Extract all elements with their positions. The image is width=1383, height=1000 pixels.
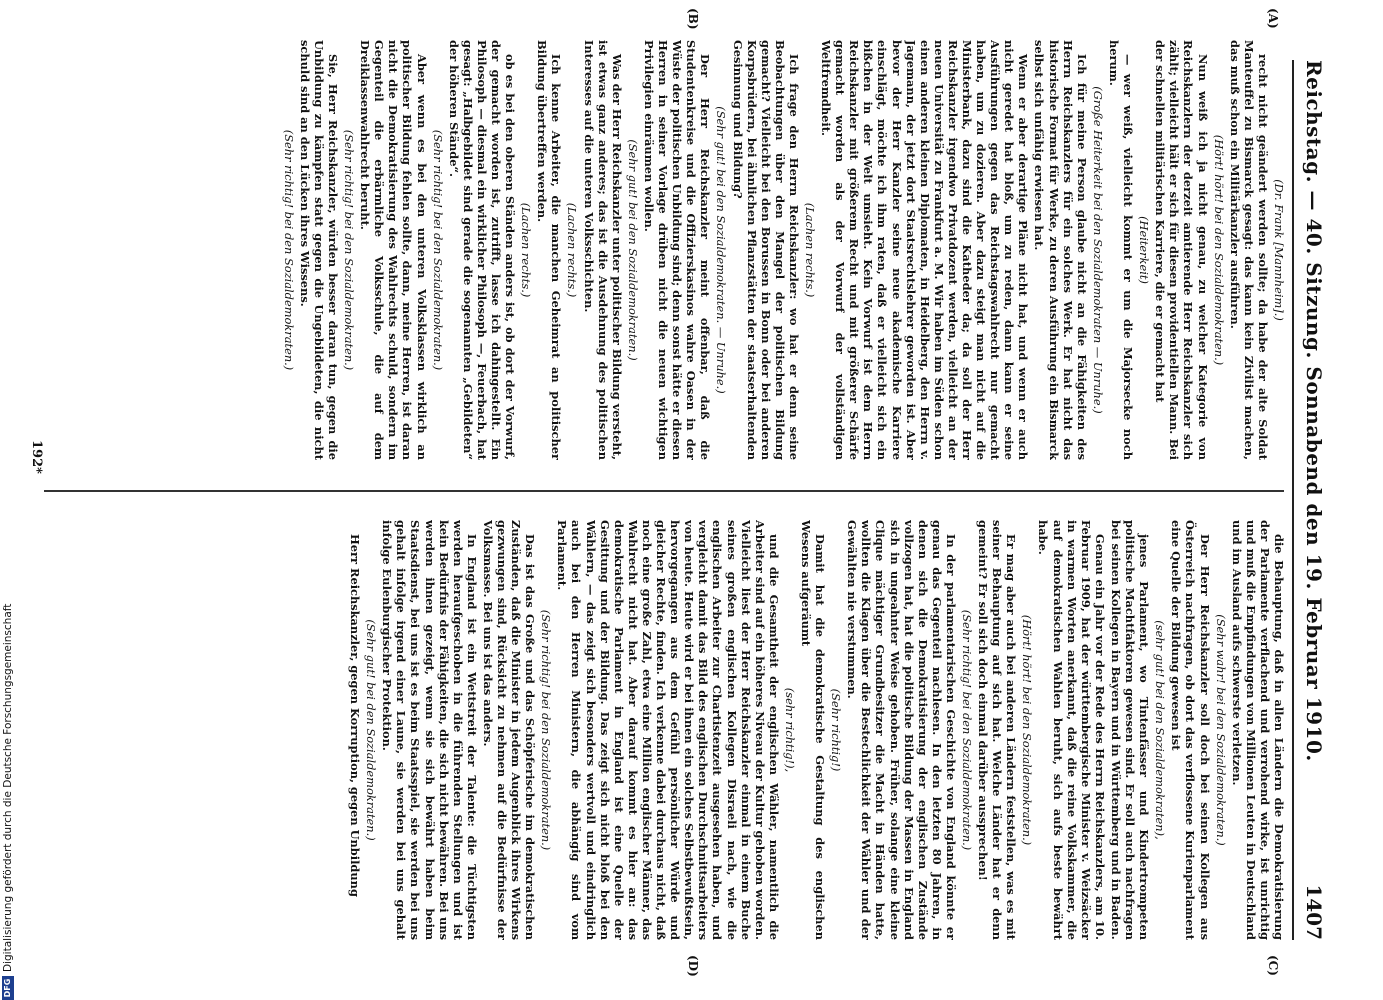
right-text-column	[46, 520, 1286, 940]
right-column-paragraph: In der parlamentarischen Geschichte von England könnte er genau das Gegenteil nachlesen. In den letzten 80 Jahren, in denen sich die Demokratisierung der englischen Zustände vollzogen hat, hat die politische Bildung der Massen in England sich in ungeahnter Weise gehoben. Früher, solange eine kleine Clique mächtiger Grundbesitzer die Macht in Händen hatte, wollten die Klagen über die Bestechlichkeit der Wähler und der Gewählten nie verstummen.	[845, 520, 958, 940]
left-column-paragraph: (Sehr richtig! bei den Sozialdemokraten.)	[281, 129, 296, 371]
right-column-paragraph: Der Herr Reichskanzler soll doch bei seinen Kollegen aus Österreich nachfragen, ob dort das verflossene Kurienparlament eine Quelle der Bildung gewesen ist	[1169, 520, 1212, 940]
left-column-paragraph: (Sehr richtig! bei den Sozialdemokraten.)	[342, 129, 357, 371]
printer-signature: 192*	[29, 440, 44, 474]
right-column-paragraph: (Sehr richtig! bei den Sozialdemokraten.)	[960, 609, 975, 851]
right-column-paragraph: (Sehr wahr! bei den Sozialdemokraten.)	[1213, 614, 1228, 846]
left-column-paragraph: Ich kenne Arbeiter, die manchen Geheimrat an politischer Bildung übertreffen werden.	[535, 40, 564, 460]
left-column-paragraph: (Große Heiterkeit bei den Sozialdemokraten — Unruhe.)	[1090, 86, 1105, 414]
right-column-paragraph: jenes Parlament, wo Tintenfässer und Kindertrompeten politische Machtfaktoren gewesen sind. Er soll auch nachfragen bei seinen Kollegen in Bayern und in Württemberg und in Baden.	[1108, 520, 1152, 940]
left-column-paragraph: (Sehr gut! bei den Sozialdemokraten. — Unruhe.)	[714, 106, 729, 394]
funding-note-text: Digitalisierung gefördert durch die Deutsche Forschungsgemeinschaft	[2, 603, 14, 972]
right-column-paragraph: Genau ein Jahr vor der Rede des Herrn Reichskanzlers, am 10. Februar 1909, hat der württembergische Minister v. Weizsäcker in warmen Worten anerkannt, daß die reine Volkskammer, die auf demokratischen Wahlen beruht, sich aufs beste bewährt habe.	[1036, 520, 1107, 940]
margin-marker-c: (C)	[1266, 955, 1280, 976]
left-column-paragraph: Nun weiß ich ja nicht genau, zu welcher Kategorie von Reichskanzlern der derzeit amtierende Herr Reichskanzler sich zählt; vielleicht hält er sich für diesen providentiellen Mann. Bei der schnellen militärischen Karriere, die er gemacht hat	[1153, 40, 1210, 460]
left-column-paragraph: Wenn er aber derartige Pläne nicht hat, und wenn er auch nicht geredet hat bloß, um zu reden, dann kann er seine Ausführungen gegen das Reichstagswahlrecht nur gemacht haben, um zu dozieren. Aber dazu steigt man nicht auf die Ministerbank, dazu sind die Katheder da; da soll der Herr Reichskanzler irgendwo Privatdozent werden, vielleicht an der neuen Universität zu Frankfurt a. M. Wir haben im Süden schon einen anderen kleinen Diplomaten, in Heidelberg, den Herrn v. Jagemann, der jetzt dort Staatsrechtslehrer geworden ist. Aber bevor der Herr Kanzler seine neue akademische Karriere einschlägt, möchte ich ihm raten, daß er vielleicht sich ein bißchen in der Welt umsieht. Kein Vorwurf ist dem Herrn Reichskanzler mit größerem Recht und mit größerer Schärfe gemacht worden als der Vorwurf der vollständigen Weltfremdheit.	[819, 40, 1031, 460]
right-column-paragraph: (Hört! hört! bei den Sozialdemokraten.)	[1020, 614, 1035, 846]
right-column-paragraph: (sehr gut! bei den Sozialdemokraten),	[1153, 620, 1168, 840]
left-column-paragraph: (Lachen rechts.)	[803, 202, 817, 298]
left-column-paragraph: (Lachen rechts.)	[519, 202, 534, 298]
left-column-paragraph: Ich frage den Herrn Reichskanzler: wo hat er denn seine Beobachtungen über den Mangel der politischen Bildung gemacht? Vielleicht bei den Borussen in Bonn oder bei anderen Korpsbrüdern, bei ähnlichen Pflanzstätten der staatserhaltenden Gesinnung und Bildung?	[730, 40, 801, 460]
column-divider	[44, 490, 1284, 492]
dfg-logo-icon: DFG	[2, 976, 14, 1000]
right-column-paragraph: Das ist das Große und das Schöpferische im demokratischen Zuständen, daß die Minister in jedem Augenblick ihres Wirkens gezwungen sind, Rücksicht zu nehmen auf die Bedürfnisse der Volksmasse. Bei uns ist das anders.	[480, 520, 538, 940]
left-column-paragraph: (Heiterkeit)	[1137, 216, 1152, 284]
right-column-paragraph: Herr Reichskanzler, gegen Korruption, gegen Unbildung	[348, 534, 363, 897]
page-header	[1292, 60, 1334, 940]
right-column-paragraph: Er mag aber auch bei anderen Ländern feststellen, was es mit seiner Behauptung auf sich hat. Welche Länder hat er denn gemeint? Er soll sich doch einmal darüber aussprechen!	[976, 520, 1019, 940]
right-column-paragraph: Damit hat die demokratische Gestaltung des englischen Wesens aufgeräumt	[799, 520, 828, 940]
left-column-paragraph: Was der Herr Reichskanzler unter politischer Bildung versteht, ist etwas ganz anderes; das ist die Ausdehnung des politischen Interesses auf die unteren Volksschichten.	[581, 40, 624, 460]
left-column-paragraph: Aber wenn es bei den unteren Volksklassen wirklich an politischer Bildung fehlen sollte, dann, meine Herren, ist daran nicht die Demokratisierung des Wahlrechts schuld, sondern im Gegenteil die erbärmliche Volksschule, die auf dem Dreiklassenwahlrecht beruht.	[358, 40, 429, 460]
right-column-paragraph: die Behauptung, daß in allen Ländern die Demokratisierung der Parlamente verflachend und verrohend wirke, ist unrichtig und muß die Empfindungen von Millionen Leuten in Deutschland und im Ausland aufs schwerste verletzen.	[1229, 520, 1286, 940]
margin-marker-d: (D)	[686, 955, 700, 977]
left-column-paragraph: Der Herr Reichskanzler meint offenbar, daß die Studentenkreise und die Offizierskasinos wahre Oasen in der Wüste der politischen Unbildung sind; denn sonst hätte er diesen Herren in seiner Vorlage drüben nicht die neuen wichtigen Privilegien einräumen wollen.	[641, 40, 713, 460]
funding-note	[0, 0, 16, 1000]
page-title: Reichstag. — 40. Sitzung. Sonnabend den 19. Februar 1910.	[1302, 60, 1326, 762]
right-column-paragraph: und die Gesamtheit der englischen Wähler, namentlich die Arbeiter sind auf ein höheres Niveau der Kultur gehoben worden. Vielleicht liest der Herr Reichskanzler einmal in einem Buche seines großen englischen Kollegen Disraeli nach, wie die englischen Arbeiter zur Chartistenzeit ausgesehen haben, und vergleicht damit das Bild des englischen Durchschnittsarbeiters von heute. Heute wird er bei ihnen ein solches Selbstbewußtsein, hervorgegangen aus dem Gefühl persönlicher Würde und gleicher Rechte, finden. Ich verkenne dabei durchaus nicht, daß noch eine große Zahl, etwa eine Million englischer Männer, das Wahlrecht nicht hat. Aber darauf kommt es hier an: das demokratische Parlament in England ist eine Quelle der Gesittung und der Bildung. Das zeigt sich nicht bloß bei den Wählern, — das zeigt sich besonders wertvoll und eindringlich auch bei den Herren Ministern, die abhängig sind vom Parlament.	[555, 520, 781, 940]
left-column-paragraph: Sie, Herr Reichskanzler, würden besser daran tun, gegen die Unbildung zu kämpfen statt gegen die Ungebildeten, die nicht schuld sind an den Lücken ihres Wissens.	[297, 40, 340, 460]
left-column-paragraph: (Sehr gut! bei den Sozialdemokraten.)	[625, 139, 640, 361]
left-column-paragraph: (Dr. Frank [Mannheim].)	[1272, 179, 1286, 321]
right-column-paragraph: (sehr richtig!),	[782, 687, 797, 773]
page-number: 1407	[1302, 884, 1326, 940]
left-column-paragraph: (Lachen rechts.)	[565, 202, 580, 298]
right-column-paragraph: (Sehr richtig! bei den Sozialdemokraten.)	[539, 609, 554, 851]
left-column-paragraph: (Sehr richtig! bei den Sozialdemokraten.)	[430, 129, 445, 371]
right-column-paragraph: (Sehr gut! bei den Sozialdemokraten.)	[364, 619, 379, 841]
left-text-column	[46, 40, 1286, 460]
document-page	[20, 0, 1340, 1000]
left-column-paragraph: (Hört! hört! bei den Sozialdemokraten.)	[1211, 134, 1226, 366]
left-column-paragraph: Ich für meine Person glaube nicht an die Fähigkeiten des Herrn Reichskanzlers für ein solches Werk. Er hat nicht das historische Format für Werke, zu deren Ausführung ein Bismarck selbst sich unfähig erwiesen hat.	[1032, 40, 1089, 460]
margin-marker-a: (A)	[1266, 8, 1280, 29]
right-column-paragraph: In England ist ein Wettstreit der Talente: die Tüchtigsten werden heraufgeschoben in die führenden Stellungen und ist kein Bedürfnis der Fähigkeiten, die sich nicht bewähren. Bei uns werden ihnen gezeigt, wenn sie sich bewährt haben beim Staatsdienst, bei uns ist es beim Staatsspiel, sie werden bei uns gehalt infolge irgend einer Laune, sie werden bei uns gehalt infolge Eulenburgischer Protektion.	[380, 520, 479, 940]
margin-marker-b: (B)	[686, 8, 700, 30]
left-column-paragraph: ob es bei den oberen Ständen anders ist, ob dort der Vorwurf, der gemacht worden ist, zutrifft, lasse ich dahingestellt. Ein Philosoph — diesmal ein wirklicher Philosoph —, Feuerbach, hat gesagt: „Halbgebildet sind gerade die sogenannten „Gebildeten“ der höheren Stände“.	[446, 40, 518, 460]
right-column-paragraph: (Sehr richtig!)	[829, 688, 844, 772]
left-column-paragraph: — wer weiß, vielleicht kommt er um die Majorsecke noch herum.	[1106, 40, 1136, 460]
left-column-paragraph: recht nicht geändert werden sollte; da habe der alte Soldat Manteuffel zu Bismarck gesagt: das kann kein Zivilist machen, das muß schon ein Militärkanzler ausführen.	[1227, 40, 1270, 460]
